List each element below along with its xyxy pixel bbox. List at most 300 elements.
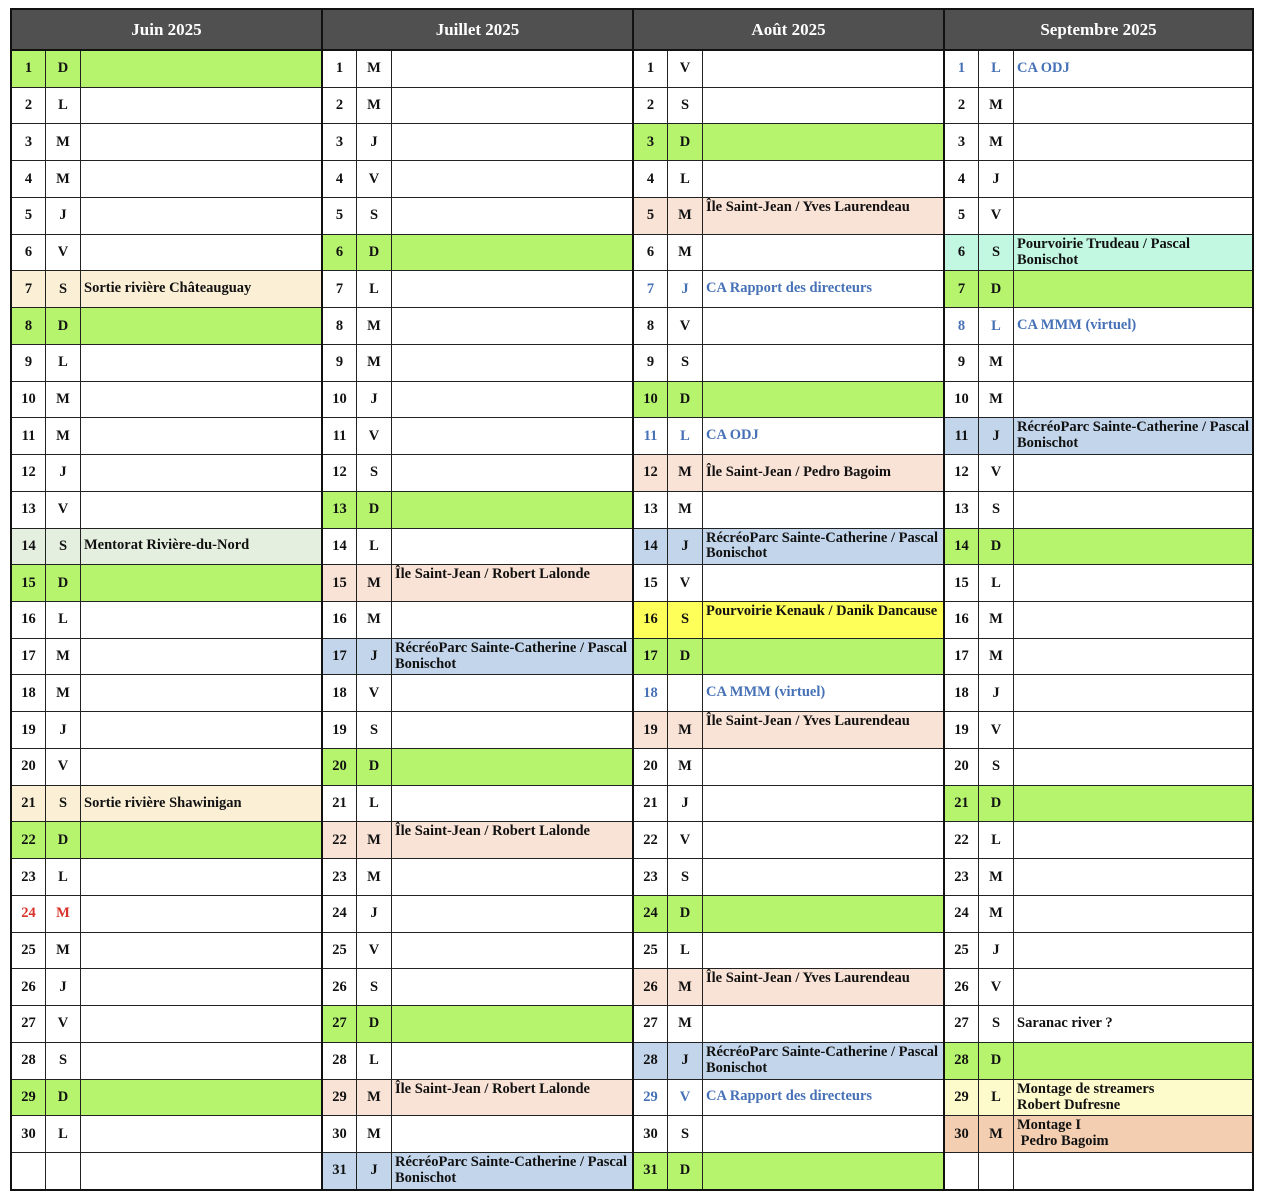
day-of-week: J (357, 1153, 392, 1189)
event-cell (703, 565, 943, 601)
day-row (323, 602, 632, 639)
day-number: 29 (945, 1080, 979, 1116)
day-row (634, 712, 943, 749)
day-row (945, 933, 1252, 970)
day-number: 8 (634, 308, 668, 344)
day-row (12, 933, 321, 970)
day-of-week: M (357, 859, 392, 895)
day-row (945, 271, 1252, 308)
day-row (634, 1080, 943, 1117)
event-cell (1014, 88, 1252, 124)
day-of-week: J (46, 198, 81, 234)
day-number: 18 (945, 675, 979, 711)
day-number: 4 (323, 161, 357, 197)
event-cell (1014, 565, 1252, 601)
event-cell (392, 712, 632, 748)
day-number: 2 (12, 88, 46, 124)
event-cell: CA Rapport des directeurs (703, 271, 943, 307)
day-number: 25 (634, 933, 668, 969)
event-cell (392, 933, 632, 969)
day-row (634, 161, 943, 198)
day-number: 21 (634, 786, 668, 822)
day-of-week: M (668, 749, 703, 785)
day-number: 25 (323, 933, 357, 969)
day-of-week: M (668, 492, 703, 528)
day-row (12, 1116, 321, 1153)
day-number: 3 (945, 124, 979, 160)
day-number: 8 (945, 308, 979, 344)
day-number: 18 (323, 675, 357, 711)
event-cell (81, 565, 321, 601)
day-row (323, 639, 632, 676)
day-of-week: L (357, 271, 392, 307)
day-of-week: M (46, 418, 81, 454)
event-cell (392, 1043, 632, 1079)
day-of-week: D (979, 786, 1014, 822)
event-cell (703, 345, 943, 381)
month-column-july (321, 10, 632, 1189)
event-cell (81, 1043, 321, 1079)
day-row (634, 1153, 943, 1189)
month-header-july: Juillet 2025 (323, 10, 632, 51)
event-cell (81, 1080, 321, 1116)
day-number: 12 (323, 455, 357, 491)
day-of-week: L (979, 1080, 1014, 1116)
day-number: 20 (634, 749, 668, 785)
day-row (945, 492, 1252, 529)
day-of-week: M (979, 1116, 1014, 1152)
event-cell (81, 639, 321, 675)
day-row (945, 124, 1252, 161)
day-number: 30 (945, 1116, 979, 1152)
day-of-week: D (46, 822, 81, 858)
day-row (12, 896, 321, 933)
day-of-week: M (46, 933, 81, 969)
event-cell (81, 418, 321, 454)
event-cell (392, 235, 632, 271)
day-of-week: V (979, 455, 1014, 491)
day-row (12, 235, 321, 272)
day-of-week (46, 1153, 81, 1189)
event-cell: Montage de streamers Robert Dufresne (1014, 1080, 1252, 1116)
day-row (323, 1153, 632, 1189)
day-number (12, 1153, 46, 1189)
day-of-week: M (357, 565, 392, 601)
day-of-week: M (46, 161, 81, 197)
event-cell (1014, 124, 1252, 160)
day-row (12, 455, 321, 492)
day-number: 1 (323, 51, 357, 87)
event-cell: Île Saint-Jean / Robert Lalonde (392, 565, 632, 601)
day-number: 1 (634, 51, 668, 87)
day-row (323, 1080, 632, 1117)
day-number: 21 (323, 786, 357, 822)
day-row (323, 271, 632, 308)
day-row (945, 602, 1252, 639)
day-number: 17 (634, 639, 668, 675)
day-row (945, 675, 1252, 712)
day-row (323, 345, 632, 382)
day-number (945, 1153, 979, 1189)
day-of-week: M (668, 235, 703, 271)
day-of-week: V (979, 198, 1014, 234)
event-cell (1014, 969, 1252, 1005)
event-cell (1014, 382, 1252, 418)
day-row (323, 675, 632, 712)
day-of-week: V (46, 749, 81, 785)
event-cell (1014, 529, 1252, 565)
day-row (323, 418, 632, 455)
day-of-week: M (357, 308, 392, 344)
event-cell (81, 675, 321, 711)
event-cell (392, 88, 632, 124)
day-number: 13 (323, 492, 357, 528)
day-row (12, 749, 321, 786)
day-of-week: D (668, 1153, 703, 1189)
day-rows-june (12, 51, 321, 1189)
day-number: 17 (945, 639, 979, 675)
day-of-week: J (46, 969, 81, 1005)
day-row (945, 896, 1252, 933)
event-cell (81, 859, 321, 895)
event-cell (392, 418, 632, 454)
day-number: 24 (634, 896, 668, 932)
day-of-week: L (46, 88, 81, 124)
day-of-week: S (668, 1116, 703, 1152)
event-cell: RécréoParc Sainte-Catherine / Pascal Bonischot (392, 639, 632, 675)
day-row (634, 455, 943, 492)
day-of-week: V (668, 1080, 703, 1116)
day-of-week: M (357, 1116, 392, 1152)
day-number: 13 (634, 492, 668, 528)
day-row (323, 382, 632, 419)
event-cell (81, 161, 321, 197)
event-cell (1014, 271, 1252, 307)
day-of-week: L (357, 1043, 392, 1079)
day-of-week: D (46, 565, 81, 601)
day-number: 2 (634, 88, 668, 124)
day-of-week: D (357, 492, 392, 528)
month-header-september: Septembre 2025 (945, 10, 1252, 51)
day-row (12, 88, 321, 125)
day-row (323, 124, 632, 161)
event-cell: CA ODJ (703, 418, 943, 454)
day-row (323, 565, 632, 602)
event-cell (1014, 822, 1252, 858)
event-cell (703, 822, 943, 858)
event-cell (703, 859, 943, 895)
event-cell: Île Saint-Jean / Robert Lalonde (392, 1080, 632, 1116)
calendar-grid (10, 8, 1254, 1191)
day-row (12, 675, 321, 712)
day-number: 23 (634, 859, 668, 895)
day-of-week (979, 1153, 1014, 1189)
day-row (323, 1116, 632, 1153)
event-cell (81, 492, 321, 528)
day-of-week: L (357, 529, 392, 565)
event-cell: Île Saint-Jean / Pedro Bagoim (703, 455, 943, 491)
day-row (945, 859, 1252, 896)
event-cell (1014, 345, 1252, 381)
event-cell (1014, 492, 1252, 528)
day-number: 3 (323, 124, 357, 160)
day-number: 22 (323, 822, 357, 858)
day-row (323, 198, 632, 235)
event-cell (703, 124, 943, 160)
day-of-week: M (979, 639, 1014, 675)
day-of-week: D (357, 235, 392, 271)
month-column-september (943, 10, 1252, 1189)
day-row (945, 198, 1252, 235)
day-of-week: J (46, 455, 81, 491)
event-cell (1014, 198, 1252, 234)
day-row (945, 455, 1252, 492)
day-row (634, 271, 943, 308)
event-cell (81, 969, 321, 1005)
day-row (634, 969, 943, 1006)
event-cell: Montage I Pedro Bagoim (1014, 1116, 1252, 1152)
event-cell (392, 382, 632, 418)
day-row (323, 51, 632, 88)
day-number: 21 (12, 786, 46, 822)
event-cell (703, 51, 943, 87)
event-cell (392, 161, 632, 197)
day-row (945, 1006, 1252, 1043)
day-of-week: D (979, 529, 1014, 565)
day-number: 6 (12, 235, 46, 271)
event-cell (81, 933, 321, 969)
day-number: 28 (12, 1043, 46, 1079)
day-row (634, 382, 943, 419)
event-cell (1014, 1043, 1252, 1079)
event-cell: RécréoParc Sainte-Catherine / Pascal Bonischot (392, 1153, 632, 1189)
day-of-week: V (979, 712, 1014, 748)
event-cell (392, 271, 632, 307)
event-cell: Île Saint-Jean / Robert Lalonde (392, 822, 632, 858)
day-of-week: V (668, 822, 703, 858)
day-number: 5 (634, 198, 668, 234)
day-of-week: M (668, 198, 703, 234)
day-row (634, 639, 943, 676)
day-row (12, 712, 321, 749)
day-of-week: V (357, 675, 392, 711)
event-cell (703, 639, 943, 675)
day-number: 6 (945, 235, 979, 271)
event-cell (703, 933, 943, 969)
day-row (323, 235, 632, 272)
day-row (634, 235, 943, 272)
day-rows-august (634, 51, 943, 1189)
day-of-week: M (46, 639, 81, 675)
event-cell (703, 786, 943, 822)
day-row (12, 1153, 321, 1189)
event-cell (703, 749, 943, 785)
day-row (634, 822, 943, 859)
day-number: 4 (12, 161, 46, 197)
day-of-week: V (668, 51, 703, 87)
day-of-week: J (979, 933, 1014, 969)
day-of-week: M (668, 455, 703, 491)
day-row (945, 712, 1252, 749)
day-of-week: D (357, 1006, 392, 1042)
event-cell (703, 161, 943, 197)
day-number: 10 (634, 382, 668, 418)
event-cell: Île Saint-Jean / Yves Laurendeau (703, 969, 943, 1005)
event-cell (392, 749, 632, 785)
event-cell: Pourvoirie Trudeau / Pascal Bonischot (1014, 235, 1252, 271)
event-cell (392, 198, 632, 234)
day-row (12, 969, 321, 1006)
day-number: 21 (945, 786, 979, 822)
day-number: 18 (12, 675, 46, 711)
day-number: 12 (945, 455, 979, 491)
day-number: 9 (12, 345, 46, 381)
day-row (323, 88, 632, 125)
event-cell: Île Saint-Jean / Yves Laurendeau (703, 712, 943, 748)
day-row (634, 565, 943, 602)
event-cell (392, 675, 632, 711)
day-of-week: L (357, 786, 392, 822)
day-of-week: J (357, 124, 392, 160)
day-number: 25 (12, 933, 46, 969)
day-row (323, 455, 632, 492)
event-cell (81, 88, 321, 124)
day-of-week: L (979, 565, 1014, 601)
day-of-week: D (668, 124, 703, 160)
day-row (12, 198, 321, 235)
event-cell (1014, 859, 1252, 895)
event-cell (392, 859, 632, 895)
day-row (945, 308, 1252, 345)
day-number: 10 (323, 382, 357, 418)
day-number: 11 (12, 418, 46, 454)
day-of-week: D (979, 271, 1014, 307)
day-number: 19 (945, 712, 979, 748)
day-row (634, 675, 943, 712)
event-cell (1014, 161, 1252, 197)
day-of-week: S (668, 88, 703, 124)
day-number: 29 (12, 1080, 46, 1116)
day-number: 14 (634, 529, 668, 565)
day-row (634, 529, 943, 566)
day-number: 22 (12, 822, 46, 858)
event-cell (392, 51, 632, 87)
day-row (12, 124, 321, 161)
event-cell (1014, 675, 1252, 711)
day-of-week: M (357, 602, 392, 638)
day-of-week: S (46, 529, 81, 565)
event-cell (1014, 933, 1252, 969)
day-of-week: J (357, 896, 392, 932)
event-cell: Mentorat Rivière-du-Nord (81, 529, 321, 565)
day-row (634, 602, 943, 639)
day-of-week: S (979, 492, 1014, 528)
day-of-week: L (668, 161, 703, 197)
day-number: 23 (945, 859, 979, 895)
day-number: 5 (323, 198, 357, 234)
day-number: 16 (12, 602, 46, 638)
day-of-week: L (979, 822, 1014, 858)
day-of-week: M (668, 1006, 703, 1042)
event-cell (81, 602, 321, 638)
day-number: 2 (323, 88, 357, 124)
event-cell: CA ODJ (1014, 51, 1252, 87)
day-number: 10 (12, 382, 46, 418)
event-cell: CA MMM (virtuel) (703, 675, 943, 711)
day-of-week: L (979, 51, 1014, 87)
day-row (12, 859, 321, 896)
day-of-week: V (668, 565, 703, 601)
event-cell (81, 749, 321, 785)
day-row (12, 529, 321, 566)
day-number: 6 (323, 235, 357, 271)
event-cell: RécréoParc Sainte-Catherine / Pascal Bonischot (1014, 418, 1252, 454)
event-cell (392, 602, 632, 638)
event-cell (703, 492, 943, 528)
event-cell (703, 88, 943, 124)
day-row (323, 822, 632, 859)
day-row (323, 1006, 632, 1043)
day-of-week: M (979, 382, 1014, 418)
day-row (634, 933, 943, 970)
day-of-week: J (357, 382, 392, 418)
day-rows-september (945, 51, 1252, 1189)
day-row (12, 1006, 321, 1043)
event-cell (392, 1116, 632, 1152)
day-of-week: S (46, 1043, 81, 1079)
day-number: 29 (634, 1080, 668, 1116)
day-row (323, 492, 632, 529)
event-cell (81, 345, 321, 381)
day-row (634, 88, 943, 125)
event-cell (1014, 639, 1252, 675)
event-cell: RécréoParc Sainte-Catherine / Pascal Bonischot (703, 1043, 943, 1079)
day-number: 27 (323, 1006, 357, 1042)
day-number: 5 (945, 198, 979, 234)
day-number: 24 (12, 896, 46, 932)
event-cell: Pourvoirie Kenauk / Danik Dancause (703, 602, 943, 638)
day-row (945, 1116, 1252, 1153)
day-row (634, 749, 943, 786)
day-number: 20 (323, 749, 357, 785)
event-cell: CA MMM (virtuel) (1014, 308, 1252, 344)
month-column-august (632, 10, 943, 1189)
event-cell (703, 235, 943, 271)
day-number: 28 (634, 1043, 668, 1079)
day-row (945, 235, 1252, 272)
event-cell (81, 1116, 321, 1152)
day-of-week: S (357, 969, 392, 1005)
event-cell: Saranac river ? (1014, 1006, 1252, 1042)
event-cell (1014, 602, 1252, 638)
event-cell (392, 896, 632, 932)
event-cell (392, 529, 632, 565)
day-row (945, 1080, 1252, 1117)
day-row (945, 786, 1252, 823)
day-number: 13 (945, 492, 979, 528)
day-number: 7 (945, 271, 979, 307)
day-number: 19 (634, 712, 668, 748)
day-of-week: S (979, 1006, 1014, 1042)
day-row (945, 88, 1252, 125)
day-number: 15 (634, 565, 668, 601)
day-number: 26 (12, 969, 46, 1005)
day-number: 27 (634, 1006, 668, 1042)
day-number: 14 (12, 529, 46, 565)
day-row (634, 198, 943, 235)
day-row (323, 969, 632, 1006)
day-of-week: D (46, 51, 81, 87)
